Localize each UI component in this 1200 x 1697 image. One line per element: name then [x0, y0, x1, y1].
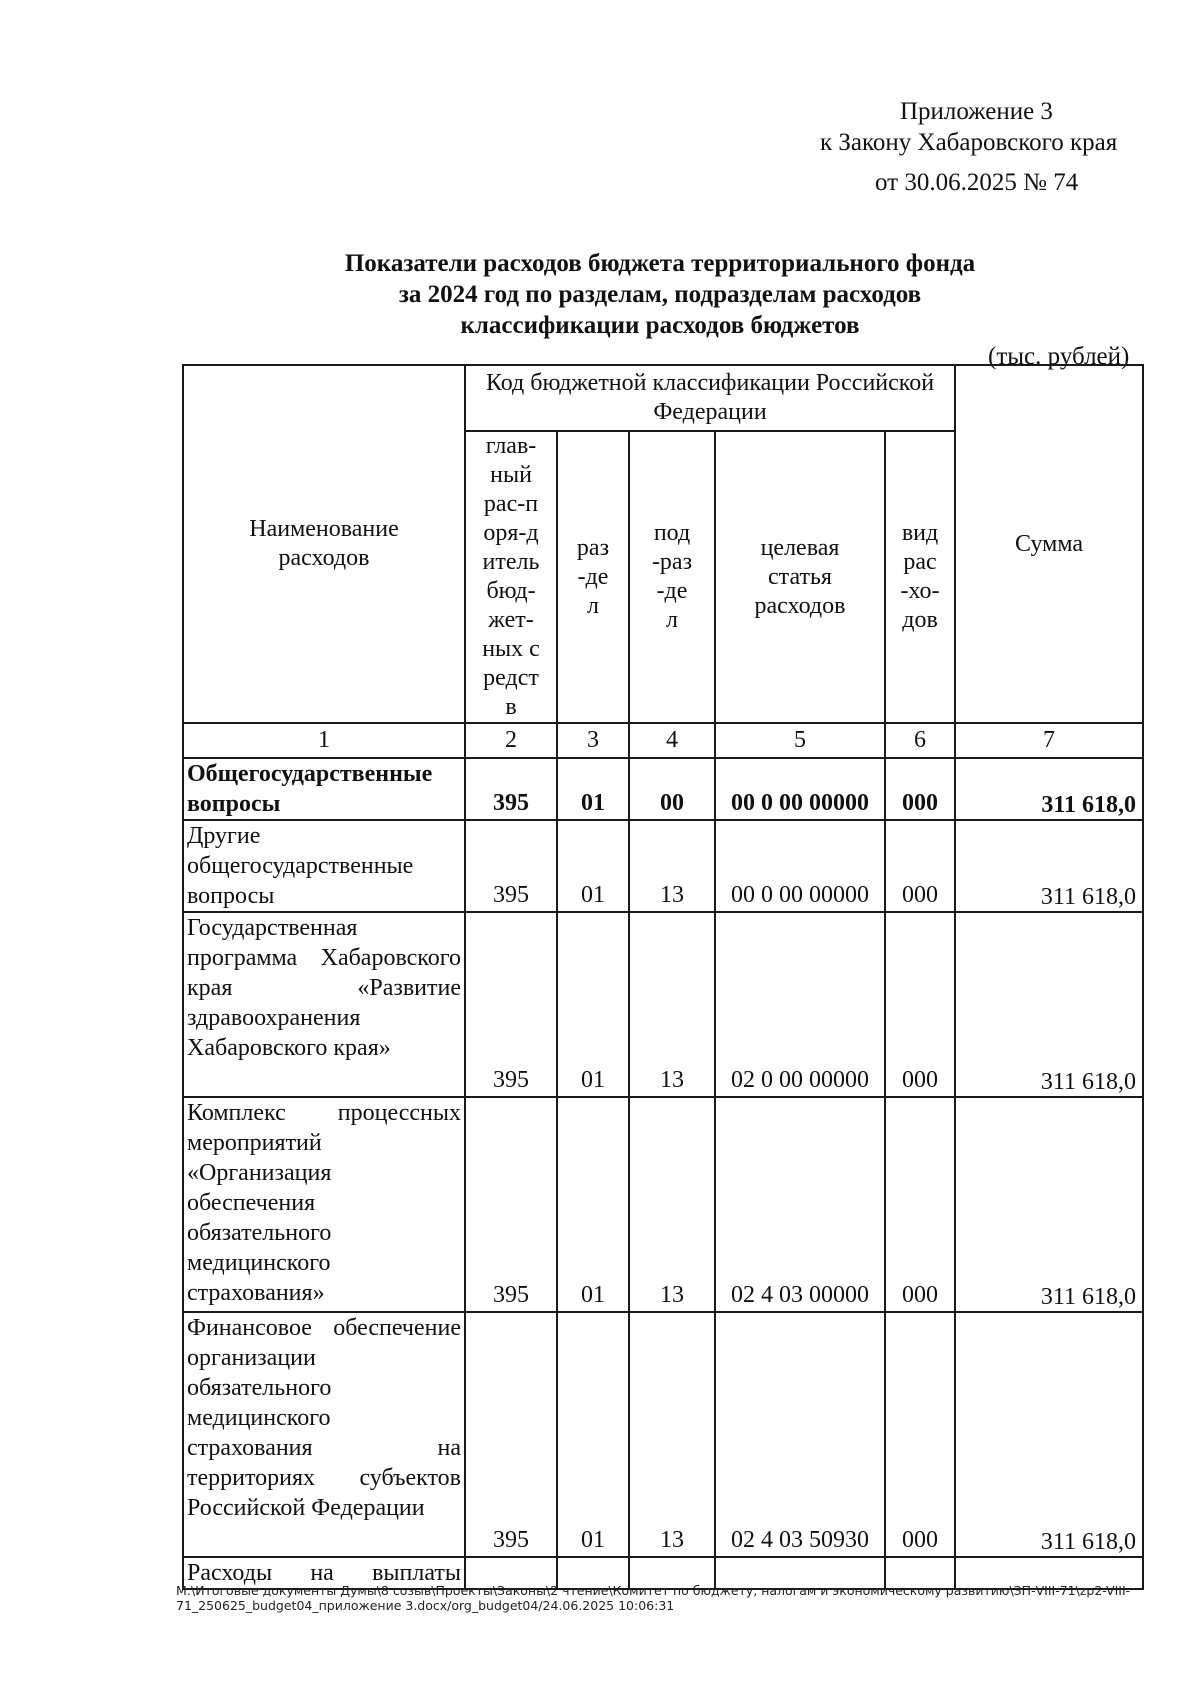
title-line-1: Показатели расходов бюджета территориального фонда — [344, 250, 976, 277]
row-name: Государственная программа Хабаровского края «Развитие здравоохранения Хабаровского края» — [183, 912, 465, 1097]
row-name: Комплекс процессных мероприятий «Организация обеспечения обязательного медицинского страхования» — [183, 1097, 465, 1312]
header-razdel — [557, 431, 629, 723]
header-name — [183, 365, 465, 723]
table-row — [183, 1097, 1143, 1312]
row-razdel: 01 — [557, 912, 629, 1097]
row-name: Финансовое обеспечение организации обязательного медицинского страхования на территориях субъектов Российской Федерации — [183, 1312, 465, 1557]
table-row — [183, 820, 1143, 912]
appendix-law-reference: к Закону Хабаровского края — [820, 129, 1118, 156]
row-grbs: 395 — [465, 1097, 557, 1312]
row-vid: 000 — [885, 1312, 955, 1557]
row-sum: 311 618,0 — [955, 912, 1143, 1097]
row-razdel: 01 — [557, 1312, 629, 1557]
header-tselevaya — [715, 431, 885, 723]
row-sum: 311 618,0 — [955, 820, 1143, 912]
header-sum: Сумма — [955, 365, 1143, 723]
row-vid: 000 — [885, 1097, 955, 1312]
units-label: (тыс. рублей) — [988, 343, 1130, 370]
row-grbs: 395 — [465, 758, 557, 820]
column-number: 5 — [715, 723, 885, 758]
column-number: 6 — [885, 723, 955, 758]
column-number: 4 — [629, 723, 715, 758]
row-razdel: 01 — [557, 1097, 629, 1312]
row-name: Расходы на выплаты — [183, 1557, 465, 1589]
header-code-group: Код бюджетной классификации Российской Федерации — [465, 365, 955, 431]
header-vid — [885, 431, 955, 723]
row-sum: 311 618,0 — [955, 1097, 1143, 1312]
row-razdel: 01 — [557, 820, 629, 912]
row-tselevaya: 02 4 03 50930 — [715, 1312, 885, 1557]
row-podrazdel: 13 — [629, 1097, 715, 1312]
header-name-text: Наименование расходов — [249, 516, 399, 571]
table-row — [183, 1312, 1143, 1557]
header-podrazdel-text: под-раз-дел — [651, 520, 693, 633]
header-row-1 — [183, 365, 1143, 431]
row-name: Другие общегосударственные вопросы — [183, 820, 465, 912]
row-vid: 000 — [885, 820, 955, 912]
header-vid-text: вид рас-хо-дов — [900, 520, 940, 633]
column-number: 1 — [183, 723, 465, 758]
appendix-block — [820, 96, 1150, 198]
header-grbs — [465, 431, 557, 723]
row-grbs: 395 — [465, 912, 557, 1097]
row-sum: 311 618,0 — [955, 758, 1143, 820]
row-vid: 000 — [885, 758, 955, 820]
row-tselevaya: 02 0 00 00000 — [715, 912, 885, 1097]
title-line-3: классификации расходов бюджетов — [460, 312, 860, 339]
file-path-footer: M:\Итоговые документы Думы\8 созыв\Проекты\Законы\2 чтение\Комитет по бюджету, налогам и экономическому развитию\ЗП-VIII-71\zp2-VIII-71_250625_budget04_приложение 3.docx/org_budget04/24.06.2025 10:06:31 — [176, 1583, 1131, 1613]
column-number: 2 — [465, 723, 557, 758]
row-sum: 311 618,0 — [955, 1312, 1143, 1557]
row-podrazdel: 13 — [629, 820, 715, 912]
row-vid: 000 — [885, 912, 955, 1097]
row-tselevaya: 00 0 00 00000 — [715, 758, 885, 820]
document-title — [300, 248, 1020, 341]
budget-table — [182, 364, 1144, 1590]
title-line-2: за 2024 год по разделам, подразделам расходов — [398, 281, 922, 308]
row-podrazdel: 00 — [629, 758, 715, 820]
header-tselevaya-text: целевая статья расходов — [754, 534, 846, 619]
header-grbs-text: глав-ный рас-поря-дитель бюд-жет-ных средств — [482, 433, 540, 720]
row-tselevaya: 02 4 03 00000 — [715, 1097, 885, 1312]
row-grbs: 395 — [465, 820, 557, 912]
header-podrazdel — [629, 431, 715, 723]
row-podrazdel: 13 — [629, 1312, 715, 1557]
row-name: Общегосударственные вопросы — [183, 758, 465, 820]
header-razdel-text: раз-дел — [576, 534, 610, 619]
column-number: 3 — [557, 723, 629, 758]
appendix-date: от 30.06.2025 № 74 — [875, 169, 1079, 196]
table-row — [183, 912, 1143, 1097]
column-number: 7 — [955, 723, 1143, 758]
table-row — [183, 758, 1143, 820]
row-grbs: 395 — [465, 1312, 557, 1557]
appendix-number: Приложение 3 — [900, 98, 1053, 125]
column-number-row — [183, 723, 1143, 758]
row-razdel: 01 — [557, 758, 629, 820]
row-podrazdel: 13 — [629, 912, 715, 1097]
row-tselevaya: 00 0 00 00000 — [715, 820, 885, 912]
